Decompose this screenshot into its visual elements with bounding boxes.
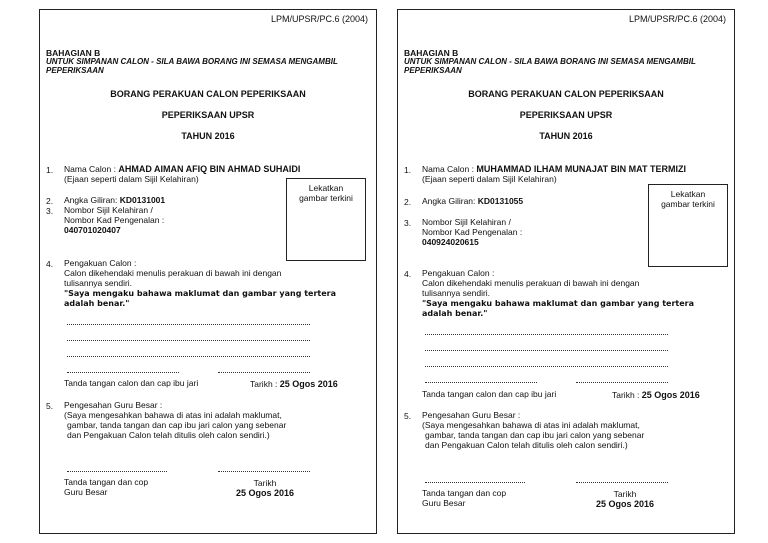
headmaster-sign-label-2: Guru Besar [64, 487, 108, 497]
index-number-row [422, 197, 523, 207]
item-number-1: 1. [404, 165, 412, 175]
instruction-text: UNTUK SIMPANAN CALON - SILA BAWA BORANG INI SEMASA MENGAMBIL PEPERIKSAAN [404, 57, 696, 75]
exam-form-left [39, 9, 377, 534]
item-number-5: 5. [46, 401, 54, 411]
headmaster-date-label: Tarikh [613, 489, 637, 499]
headmaster-text-2: gambar, tanda tangan dan cap ibu jari calon yang sebenar [425, 430, 645, 440]
candidate-name-label: Nama Calon : [422, 164, 474, 174]
section-title: BAHAGIAN B [404, 48, 459, 58]
ic-number-value: 040701020407 [64, 225, 121, 235]
headmaster-verification-title: Pengesahan Guru Besar : [64, 400, 163, 410]
form-title: BORANG PERAKUAN CALON PEPERIKSAAN [468, 89, 664, 99]
headmaster-text-2: gambar, tanda tangan dan cap ibu jari calon yang sebenar [67, 420, 287, 430]
ic-label-1: Nombor Sijil Kelahiran / [64, 205, 153, 215]
headmaster-date-line[interactable] [218, 471, 310, 472]
instruction-text: UNTUK SIMPANAN CALON - SILA BAWA BORANG INI SEMASA MENGAMBIL PEPERIKSAAN [46, 57, 338, 75]
headmaster-text-3: dan Pengakuan Calon telah ditulis oleh calon sendiri.) [67, 430, 270, 440]
declaration-line-1: Calon dikehendaki menulis perakuan di bawah ini dengan [422, 278, 640, 288]
photo-label-2: gambar terkini [661, 199, 715, 209]
headmaster-sign-label-1: Tanda tangan dan cop [64, 477, 149, 487]
ic-label-2: Nombor Kad Pengenalan : [422, 227, 523, 237]
writing-line-1[interactable] [425, 334, 668, 335]
candidate-signature-line[interactable] [425, 382, 537, 383]
candidate-signature-line[interactable] [67, 372, 179, 373]
exam-name: PEPERIKSAAN UPSR [161, 110, 255, 120]
headmaster-signature-line[interactable] [425, 482, 525, 483]
candidate-date-value: 25 Ogos 2016 [641, 390, 700, 400]
candidate-name-value: MUHAMMAD ILHAM MUNAJAT BIN MAT TERMIZI [476, 164, 686, 174]
index-number-label: Angka Giliran: [64, 195, 118, 205]
form-title: BORANG PERAKUAN CALON PEPERIKSAAN [110, 89, 306, 99]
candidate-date-row [612, 390, 700, 400]
item-number-4: 4. [46, 259, 54, 269]
headmaster-date-value: 25 Ogos 2016 [235, 488, 295, 498]
declaration-quote-2: adalah benar." [64, 299, 130, 308]
writing-line-3[interactable] [425, 366, 668, 367]
declaration-line-2: tulisannya sendiri. [64, 278, 133, 288]
declaration-line-2: tulisannya sendiri. [422, 288, 491, 298]
photo-box [648, 184, 728, 267]
form-code: LPM/UPSR/PC.6 (2004) [628, 14, 726, 24]
declaration-quote-2: adalah benar." [422, 309, 488, 318]
declaration-title: Pengakuan Calon : [422, 268, 495, 278]
section-title: BAHAGIAN B [46, 48, 101, 58]
headmaster-sign-label-1: Tanda tangan dan cop [422, 488, 507, 498]
candidate-signature-label: Tanda tangan calon dan cap ibu jari [422, 389, 557, 399]
declaration-line-1: Calon dikehendaki menulis perakuan di bawah ini dengan [64, 268, 282, 278]
item-number-4: 4. [404, 269, 412, 279]
photo-label-1: Lekatkan [670, 189, 706, 199]
ic-number-value: 040924020615 [422, 237, 479, 247]
writing-line-3[interactable] [67, 356, 310, 357]
item-number-5: 5. [404, 411, 412, 421]
headmaster-sign-label-2: Guru Besar [422, 498, 466, 508]
item-number-1: 1. [46, 165, 54, 175]
candidate-date-label: Tarikh : [612, 390, 640, 400]
candidate-name-label: Nama Calon : [64, 164, 116, 174]
name-spelling-note: (Ejaan seperti dalam Sijil Kelahiran) [422, 174, 557, 184]
index-number-value: KD0131001 [119, 195, 166, 205]
candidate-date-row [250, 379, 338, 389]
headmaster-text-1: (Saya mengesahkan bahawa di atas ini adalah maklumat, [64, 410, 282, 420]
exam-year: TAHUN 2016 [539, 131, 593, 141]
candidate-date-line[interactable] [576, 382, 668, 383]
headmaster-signature-line[interactable] [67, 471, 167, 472]
headmaster-text-1: (Saya mengesahkan bahawa di atas ini adalah maklumat, [422, 420, 640, 430]
ic-label-2: Nombor Kad Pengenalan : [64, 215, 165, 225]
candidate-date-line[interactable] [218, 372, 310, 373]
item-number-2: 2. [46, 196, 54, 206]
index-number-label: Angka Giliran: [422, 196, 476, 206]
item-number-3: 3. [46, 206, 54, 216]
writing-line-2[interactable] [425, 350, 668, 351]
headmaster-date-value: 25 Ogos 2016 [595, 499, 655, 509]
declaration-title: Pengakuan Calon : [64, 258, 137, 268]
form-code: LPM/UPSR/PC.6 (2004) [270, 14, 368, 24]
photo-label-1: Lekatkan [308, 183, 344, 193]
exam-year: TAHUN 2016 [181, 131, 235, 141]
exam-form-right [397, 9, 735, 534]
headmaster-date-line[interactable] [576, 482, 668, 483]
item-number-2: 2. [404, 197, 412, 207]
candidate-name-value: AHMAD AIMAN AFIQ BIN AHMAD SUHAIDI [118, 164, 301, 174]
photo-label-2: gambar terkini [299, 193, 353, 203]
candidate-signature-label: Tanda tangan calon dan cap ibu jari [64, 378, 199, 388]
declaration-quote-1: "Saya mengaku bahawa maklumat dan gambar yang tertera [422, 299, 695, 308]
writing-line-2[interactable] [67, 340, 310, 341]
photo-box [286, 178, 366, 261]
headmaster-verification-title: Pengesahan Guru Besar : [422, 410, 521, 420]
declaration-quote-1: "Saya mengaku bahawa maklumat dan gambar yang tertera [64, 289, 337, 298]
writing-line-1[interactable] [67, 324, 310, 325]
headmaster-date-label: Tarikh [253, 478, 277, 488]
ic-label-1: Nombor Sijil Kelahiran / [422, 217, 511, 227]
candidate-date-label: Tarikh : [250, 379, 278, 389]
index-number-value: KD0131055 [477, 196, 524, 206]
item-number-3: 3. [404, 218, 412, 228]
headmaster-text-3: dan Pengakuan Calon telah ditulis oleh calon sendiri.) [425, 440, 628, 450]
name-spelling-note: (Ejaan seperti dalam Sijil Kelahiran) [64, 174, 199, 184]
candidate-date-value: 25 Ogos 2016 [279, 379, 338, 389]
exam-name: PEPERIKSAAN UPSR [519, 110, 613, 120]
